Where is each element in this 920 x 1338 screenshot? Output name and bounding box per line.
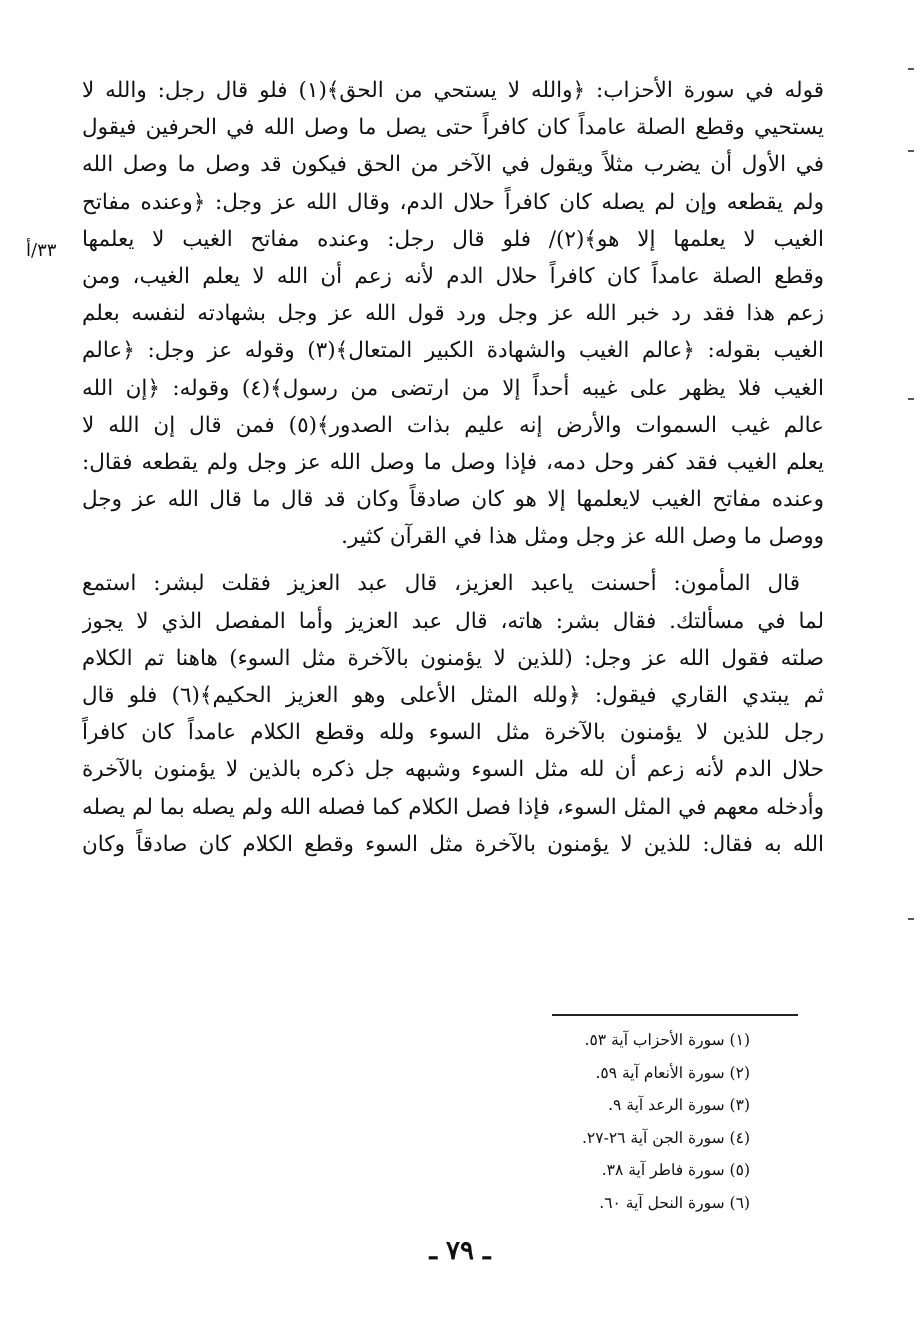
footnote-item: (٦) سورة النحل آية ٦٠. — [599, 1193, 750, 1212]
text-line: وقطع الصلة عامداً كان كافراً حلال الدم لأنه زعم أن الله لا يعلم الغيب، ومن — [82, 263, 824, 289]
text-line: ووصل ما وصل الله عز وجل ومثل هذا في القرآن كثير. — [341, 524, 824, 550]
text-line: ثم يبتدي القاري فيقول: ﴿ولله المثل الأعلى وهو العزيز الحكيم﴾(٦) فلو قال — [82, 683, 824, 708]
text-line: في الأول أن يضرب مثلاً ويقول في الآخر من الحق فيكون قد وصل ما وصل الله — [82, 152, 824, 178]
main-text — [82, 72, 824, 863]
scan-edge-mark — [908, 398, 914, 400]
text-line: زعم هذا فقد رد خبر الله عز وجل ورد قول الله عز وجل بشهادته لنفسه بعلم — [82, 301, 824, 327]
paragraph-gap — [82, 555, 824, 565]
text-line: وأدخله معهم في المثل السوء، فإذا فصل الكلام كما فصله الله ولم يصله بما لم يصله — [82, 794, 824, 820]
manuscript-folio-note: ٣٣/أ — [26, 240, 57, 261]
footnote-item: (٣) سورة الرعد آية ٩. — [608, 1096, 750, 1115]
text-line: عالم غيب السموات والأرض إنه عليم بذات الصدور﴾(٥) فمن قال إن الله لا — [82, 412, 824, 438]
footnote-divider — [552, 1014, 798, 1016]
text-line: حلال الدم لأنه زعم أن لله مثل السوء وشبهه جل ذكره بالذين لا يؤمنون بالآخرة — [82, 757, 824, 783]
footnote-item: (٤) سورة الجن آية ٢٦-٢٧. — [581, 1128, 750, 1147]
text-line: يستحيي وقطع الصلة عامداً كان كافراً حتى يصل ما وصل الله في الحرفين فيقول — [82, 115, 824, 141]
text-line: صلته فقول الله عز وجل: (للذين لا يؤمنون بالآخرة مثل السوء) هاهنا تم الكلام — [82, 645, 824, 671]
text-line: الله به فقال: للذين لا يؤمنون بالآخرة مثل السوء وقطع الكلام كان صادقاً وكان — [82, 831, 824, 857]
footnote-item: (٢) سورة الأنعام آية ٥٩. — [595, 1063, 750, 1082]
footnotes — [582, 1024, 750, 1220]
footnote-item: (٥) سورة فاطر آية ٣٨. — [601, 1161, 750, 1180]
text-line: لما في مسألتك. فقال بشر: هاته، قال عبد العزيز وأما المفصل الذي لا يجوز — [82, 608, 824, 634]
text-line: ولم يقطعه وإن لم يصله كان كافراً حلال الدم، وقال الله عز وجل: ﴿وعنده مفاتح — [82, 189, 824, 215]
text-line: الغيب بقوله: ﴿عالم الغيب والشهادة الكبير المتعال﴾(٣) وقوله عز وجل: ﴿عالم — [82, 338, 824, 364]
text-line: الغيب فلا يظهر على غيبه أحداً إلا من ارتضى من رسول﴾(٤) وقوله: ﴿إن الله — [82, 375, 824, 401]
text-line: الغيب لا يعلمها إلا هو﴾(٢)/ فلو قال رجل: وعنده مفاتح الغيب لا يعلمها — [82, 226, 824, 252]
footnote-item: (١) سورة الأحزاب آية ٥٣. — [584, 1031, 750, 1049]
page-number: ـ ٧٩ ـ — [429, 1236, 491, 1266]
scan-edge-mark — [908, 68, 914, 70]
scan-edge-mark — [908, 918, 914, 920]
scan-edge-mark — [908, 150, 914, 152]
text-line: يعلم الغيب فقد كفر وحل دمه، فإذا وصل ما وصل الله عز وجل ولم يقطعه فقال: — [82, 449, 824, 475]
text-line: قوله في سورة الأحزاب: ﴿والله لا يستحي من الحق﴾(١) فلو قال رجل: والله لا — [82, 78, 824, 103]
text-line: وعنده مفاتح الغيب لايعلمها إلا هو كان صادقاً وكان قد قال ما قال الله عز وجل — [82, 487, 824, 513]
text-line: رجل للذين لا يؤمنون بالآخرة مثل السوء ولله وقطع الكلام عامداً كان كافراً — [82, 720, 824, 746]
text-line: قال المأمون: أحسنت ياعبد العزيز، قال عبد العزيز فقلت لبشر: استمع — [82, 571, 800, 597]
